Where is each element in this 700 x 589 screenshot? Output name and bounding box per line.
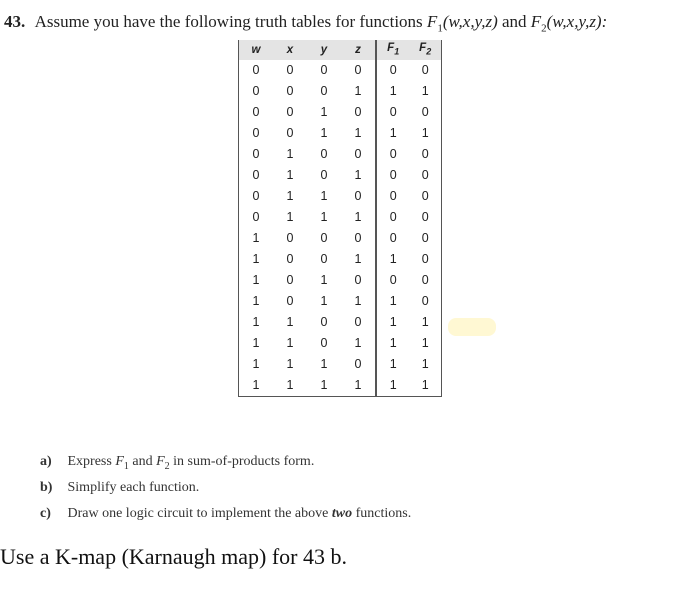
- cell-w: 1: [252, 315, 260, 330]
- cell-x: 1: [286, 147, 294, 162]
- part-c: [40, 504, 411, 530]
- cell-x: 0: [286, 231, 294, 246]
- truth-table-row: [239, 165, 442, 186]
- cell-z: 0: [354, 147, 362, 162]
- cell-x: 0: [286, 84, 294, 99]
- cell-y: 0: [320, 84, 328, 99]
- cell-f1: 1: [376, 291, 409, 312]
- truth-table-row: [239, 81, 442, 102]
- part-b-label: b): [40, 480, 53, 495]
- cell-x: 0: [286, 252, 294, 267]
- cell-f1: 0: [376, 270, 409, 291]
- question-number: 43.: [4, 12, 26, 31]
- cell-x: 1: [286, 336, 294, 351]
- cell-z: 1: [354, 294, 362, 309]
- cell-f1: 0: [376, 144, 409, 165]
- cell-f1: 1: [376, 249, 409, 270]
- cell-f1: 0: [376, 186, 409, 207]
- truth-table-row: [239, 207, 442, 228]
- cell-z: 1: [354, 84, 362, 99]
- truth-table-container: [238, 40, 442, 397]
- cell-y: 0: [320, 168, 328, 183]
- truth-table-row: [239, 144, 442, 165]
- part-a-f1: F: [115, 454, 124, 469]
- cell-w: 1: [252, 336, 260, 351]
- part-a: [40, 452, 411, 478]
- question-statement: [4, 12, 607, 34]
- cell-f2: 0: [421, 147, 429, 162]
- cell-f2: 1: [421, 84, 429, 99]
- truth-table-row: [239, 354, 442, 375]
- cell-x: 1: [286, 189, 294, 204]
- function-f2-subscript: 2: [541, 22, 547, 35]
- truth-table-row: [239, 249, 442, 270]
- cell-f1: 1: [376, 81, 409, 102]
- kmap-note: Use a K-map (Karnaugh map) for 43 b.: [0, 544, 347, 569]
- cell-z: 1: [354, 378, 362, 393]
- part-a-and: and: [132, 454, 153, 469]
- cell-z: 1: [354, 126, 362, 141]
- cell-w: 1: [252, 294, 260, 309]
- question-and: and: [501, 12, 527, 31]
- cell-w: 0: [252, 126, 260, 141]
- cell-y: 1: [320, 273, 328, 288]
- truth-table-row: [239, 228, 442, 249]
- header-f1: $F_1$: [376, 40, 409, 60]
- cell-x: 1: [286, 168, 294, 183]
- cell-y: 1: [320, 378, 328, 393]
- header-z: z: [355, 43, 361, 56]
- cell-x: 1: [286, 357, 294, 372]
- truth-table-row: [239, 123, 442, 144]
- cell-w: 0: [252, 147, 260, 162]
- header-y: y: [320, 43, 328, 56]
- cell-z: 0: [354, 231, 362, 246]
- part-a-f1-sub: 1: [123, 460, 129, 472]
- cell-f2: 0: [421, 168, 429, 183]
- part-a-f2: F: [156, 454, 165, 469]
- header-f2: $F_2$: [419, 42, 432, 57]
- cell-f1: 1: [376, 354, 409, 375]
- cell-f2: 1: [421, 336, 429, 351]
- cell-z: 1: [354, 168, 362, 183]
- cell-y: 1: [320, 189, 328, 204]
- truth-table-body: [239, 60, 442, 397]
- cell-f2: 0: [421, 252, 429, 267]
- question-text: Assume you have the following truth tables for functions: [34, 12, 423, 31]
- cell-z: 0: [354, 189, 362, 204]
- cell-f2: 0: [421, 189, 429, 204]
- cell-w: 0: [252, 63, 260, 78]
- truth-table-row: [239, 270, 442, 291]
- function-f1-subscript: 1: [437, 22, 443, 35]
- cell-y: 0: [320, 231, 328, 246]
- cell-x: 1: [286, 378, 294, 393]
- part-a-text-1: Express: [67, 454, 112, 469]
- highlight-mark: [448, 318, 496, 336]
- cell-z: 0: [354, 105, 362, 120]
- part-c-label: c): [40, 506, 51, 521]
- sub-questions: [40, 452, 411, 530]
- truth-table-row: [239, 375, 442, 397]
- cell-y: 0: [320, 147, 328, 162]
- cell-z: 1: [354, 336, 362, 351]
- cell-x: 0: [286, 126, 294, 141]
- cell-w: 1: [252, 231, 260, 246]
- cell-f2: 0: [421, 210, 429, 225]
- cell-z: 1: [354, 210, 362, 225]
- cell-w: 0: [252, 105, 260, 120]
- function-f1-name: F: [426, 12, 438, 31]
- cell-f1: 1: [376, 375, 409, 397]
- cell-y: 1: [320, 126, 328, 141]
- cell-f1: 0: [376, 60, 409, 81]
- cell-x: 0: [286, 105, 294, 120]
- cell-f2: 0: [421, 231, 429, 246]
- truth-table-row: [239, 186, 442, 207]
- cell-x: 0: [286, 63, 294, 78]
- cell-f1: 0: [376, 165, 409, 186]
- cell-y: 0: [320, 315, 328, 330]
- cell-y: 1: [320, 105, 328, 120]
- cell-w: 1: [252, 378, 260, 393]
- cell-z: 0: [354, 273, 362, 288]
- cell-w: 1: [252, 357, 260, 372]
- cell-f2: 0: [421, 105, 429, 120]
- truth-table-header-row: [239, 40, 442, 60]
- function-f2-name: F: [530, 12, 542, 31]
- cell-x: 0: [286, 273, 294, 288]
- cell-z: 0: [354, 63, 362, 78]
- cell-f2: 1: [421, 315, 429, 330]
- cell-x: 1: [286, 210, 294, 225]
- cell-w: 1: [252, 273, 260, 288]
- cell-y: 1: [320, 357, 328, 372]
- header-w: w: [251, 43, 261, 56]
- part-a-label: a): [40, 454, 52, 469]
- cell-w: 0: [252, 84, 260, 99]
- cell-f2: 0: [421, 273, 429, 288]
- function-f2-args: (w,x,y,z):: [546, 12, 608, 31]
- truth-table-row: [239, 102, 442, 123]
- truth-table-row: [239, 333, 442, 354]
- part-c-text-1: Draw one logic circuit to implement the above: [67, 506, 329, 521]
- cell-y: 1: [320, 294, 328, 309]
- cell-f2: 0: [421, 63, 429, 78]
- header-x: x: [286, 43, 294, 56]
- function-f1-args: (w,x,y,z): [442, 12, 498, 31]
- part-c-emphasis: two: [331, 506, 353, 521]
- cell-f1: 1: [376, 333, 409, 354]
- truth-table-row: [239, 60, 442, 81]
- cell-z: 1: [354, 252, 362, 267]
- cell-w: 1: [252, 252, 260, 267]
- cell-f1: 0: [376, 228, 409, 249]
- cell-f2: 1: [421, 357, 429, 372]
- cell-f2: 1: [421, 378, 429, 393]
- part-b-text: Simplify each function.: [67, 480, 200, 495]
- cell-f1: 0: [376, 102, 409, 123]
- part-b: [40, 478, 411, 504]
- truth-table-row: [239, 312, 442, 333]
- part-a-f2-sub: 2: [164, 460, 170, 472]
- part-c-text-2: functions.: [355, 506, 412, 521]
- cell-w: 0: [252, 189, 260, 204]
- truth-table: [238, 40, 442, 397]
- cell-f1: 1: [376, 123, 409, 144]
- cell-y: 0: [320, 336, 328, 351]
- cell-w: 0: [252, 168, 260, 183]
- cell-f2: 1: [421, 126, 429, 141]
- cell-z: 0: [354, 315, 362, 330]
- part-a-text-2: in sum-of-products form.: [173, 454, 315, 469]
- cell-f1: 1: [376, 312, 409, 333]
- cell-w: 0: [252, 210, 260, 225]
- cell-f1: 0: [376, 207, 409, 228]
- cell-x: 1: [286, 315, 294, 330]
- truth-table-row: [239, 291, 442, 312]
- cell-y: 0: [320, 63, 328, 78]
- cell-f2: 0: [421, 294, 429, 309]
- cell-z: 0: [354, 357, 362, 372]
- cell-x: 0: [286, 294, 294, 309]
- cell-y: 0: [320, 252, 328, 267]
- cell-y: 1: [320, 210, 328, 225]
